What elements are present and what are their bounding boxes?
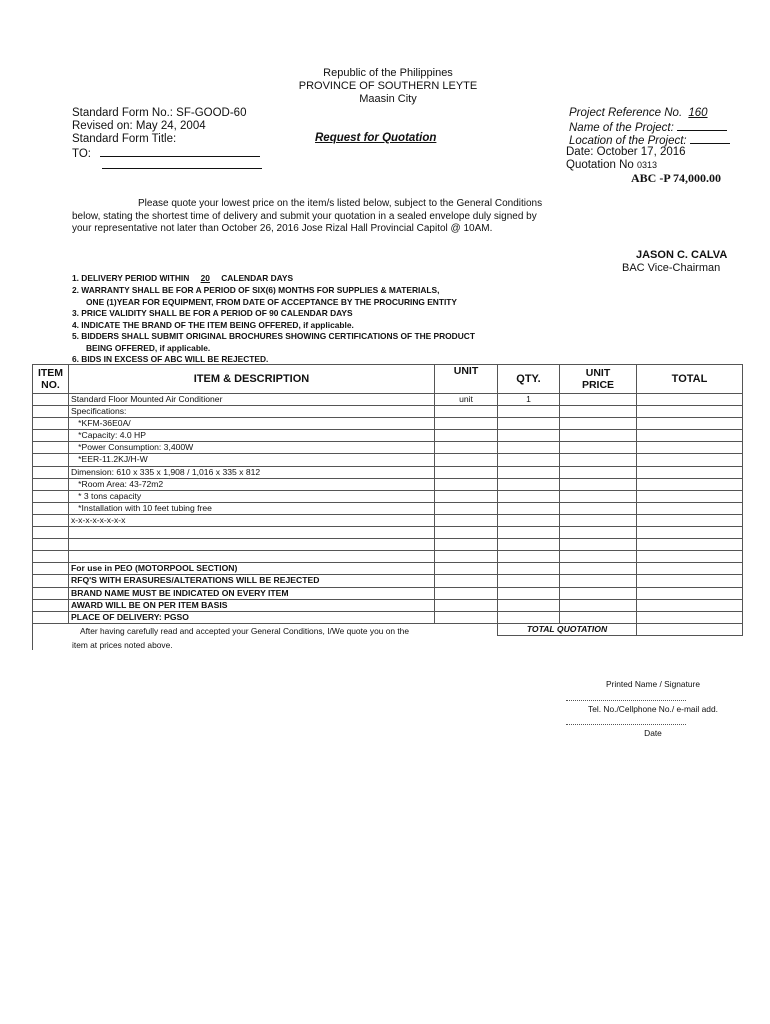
row-description: Standard Floor Mounted Air Conditioner <box>69 394 435 406</box>
row-unit <box>435 418 498 430</box>
to-line-2[interactable] <box>102 168 262 169</box>
form-title-label: Standard Form Title: <box>72 133 177 145</box>
row-unit <box>435 406 498 418</box>
row-total[interactable] <box>637 502 743 514</box>
project-location-line[interactable] <box>690 133 730 144</box>
condition-4: 4. INDICATE THE BRAND OF THE ITEM BEING OFFERED, if applicable. <box>72 320 354 330</box>
rfq-date: Date: October 17, 2016 <box>566 146 686 158</box>
row-unit-price[interactable] <box>560 430 637 442</box>
condition-1 <box>72 273 293 285</box>
row-unit-price[interactable] <box>560 502 637 514</box>
row-unit <box>435 514 498 526</box>
condition-5a: 5. BIDDERS SHALL SUBMIT ORIGINAL BROCHURES SHOWING CERTIFICATIONS OF THE PRODUCT <box>72 331 475 341</box>
row-item-no <box>33 454 69 466</box>
to-field <box>72 146 260 161</box>
table-row <box>33 490 743 502</box>
left-border-continuation <box>32 622 33 650</box>
row-qty <box>498 611 560 623</box>
row-description: For use in PEO (MOTORPOOL SECTION) <box>69 563 435 575</box>
row-qty <box>498 539 560 551</box>
row-description: RFQ'S WITH ERASURES/ALTERATIONS WILL BE REJECTED <box>69 575 435 587</box>
row-unit <box>435 430 498 442</box>
row-total[interactable] <box>637 599 743 611</box>
row-total[interactable] <box>637 611 743 623</box>
row-description: Specifications: <box>69 406 435 418</box>
row-unit-price[interactable] <box>560 418 637 430</box>
table-row <box>33 406 743 418</box>
row-total[interactable] <box>637 490 743 502</box>
row-item-no <box>33 478 69 490</box>
row-unit-price[interactable] <box>560 478 637 490</box>
row-item-no <box>33 466 69 478</box>
row-description: Dimension: 610 x 335 x 1,908 / 1,016 x 335 x 812 <box>69 466 435 478</box>
row-qty <box>498 406 560 418</box>
table-row <box>33 527 743 539</box>
header-republic: Republic of the Philippines <box>323 67 453 79</box>
row-unit <box>435 490 498 502</box>
table-row <box>33 454 743 466</box>
row-description: *Installation with 10 feet tubing free <box>69 502 435 514</box>
project-location-label: Location of the Project: <box>569 135 687 147</box>
row-item-no <box>33 430 69 442</box>
row-unit <box>435 575 498 587</box>
table-row <box>33 430 743 442</box>
table-row <box>33 575 743 587</box>
col-item-no: ITEM NO. <box>33 365 69 394</box>
table-row <box>33 611 743 623</box>
row-unit <box>435 478 498 490</box>
table-row <box>33 466 743 478</box>
to-line-1[interactable] <box>100 146 260 157</box>
row-item-no <box>33 587 69 599</box>
table-row <box>33 599 743 611</box>
row-description: AWARD WILL BE ON PER ITEM BASIS <box>69 599 435 611</box>
table-row <box>33 502 743 514</box>
row-unit-price[interactable] <box>560 454 637 466</box>
row-qty <box>498 466 560 478</box>
acceptance-line-2: item at prices noted above. <box>72 640 173 650</box>
row-description: x-x-x-x-x-x-x-x <box>69 514 435 526</box>
col-unit: UNIT <box>435 365 498 394</box>
row-total[interactable] <box>637 466 743 478</box>
row-unit <box>435 539 498 551</box>
quotation-table <box>32 364 743 636</box>
quotation-number-value: 0313 <box>636 160 657 170</box>
table-row <box>33 551 743 563</box>
condition-2b: ONE (1)YEAR FOR EQUIPMENT, FROM DATE OF ACCEPTANCE BY THE PROCURING ENTITY <box>86 297 457 307</box>
row-description: PLACE OF DELIVERY: PGSO <box>69 611 435 623</box>
row-unit-price[interactable] <box>560 599 637 611</box>
row-unit <box>435 466 498 478</box>
project-reference-label: Project Reference No. <box>569 107 683 119</box>
table-row <box>33 514 743 526</box>
row-unit <box>435 442 498 454</box>
row-qty <box>498 418 560 430</box>
acceptance-line-1: After having carefully read and accepted your General Conditions, I/We quote you on the <box>80 626 409 636</box>
row-unit <box>435 587 498 599</box>
condition-1-post: CALENDAR DAYS <box>221 273 294 283</box>
col-total: TOTAL <box>637 365 743 394</box>
row-unit-price[interactable] <box>560 394 637 406</box>
header-province: PROVINCE OF SOUTHERN LEYTE <box>298 80 478 92</box>
quotation-number-label: Quotation No <box>566 159 634 171</box>
project-name-line[interactable] <box>677 120 727 131</box>
row-item-no <box>33 442 69 454</box>
row-qty <box>498 551 560 563</box>
intro-paragraph: Please quote your lowest price on the item/s listed below, subject to the General Conditions below, stating the shortest time of delivery and submit your quotation in a sealed envelope duly signed by your representative not later than October 26, 2016 Jose Rizal Hall Provincial Capitol @ 10AM. <box>72 198 543 234</box>
row-qty <box>498 527 560 539</box>
contact-label: Tel. No./Cellphone No./ e-mail add. <box>588 704 718 714</box>
condition-2a: 2. WARRANTY SHALL BE FOR A PERIOD OF SIX(6) MONTHS FOR SUPPLIES & MATERIALS, <box>72 285 440 295</box>
row-unit <box>435 527 498 539</box>
row-unit: unit <box>435 394 498 406</box>
row-qty <box>498 514 560 526</box>
row-description: *KFM-36E0A/ <box>69 418 435 430</box>
row-qty <box>498 599 560 611</box>
condition-1-days: 20 <box>200 273 210 283</box>
row-unit <box>435 551 498 563</box>
project-reference <box>569 107 708 120</box>
row-unit-price[interactable] <box>560 514 637 526</box>
row-unit-price[interactable] <box>560 563 637 575</box>
condition-3: 3. PRICE VALIDITY SHALL BE FOR A PERIOD OF 90 CALENDAR DAYS <box>72 308 353 318</box>
row-item-no <box>33 490 69 502</box>
row-qty <box>498 454 560 466</box>
row-unit-price[interactable] <box>560 466 637 478</box>
row-item-no <box>33 539 69 551</box>
row-total[interactable] <box>637 478 743 490</box>
row-unit-price[interactable] <box>560 442 637 454</box>
col-description: ITEM & DESCRIPTION <box>69 365 435 394</box>
row-item-no <box>33 551 69 563</box>
row-item-no <box>33 611 69 623</box>
row-total[interactable] <box>637 406 743 418</box>
date-line[interactable] <box>566 724 686 725</box>
row-qty <box>498 478 560 490</box>
row-unit <box>435 599 498 611</box>
table-row <box>33 539 743 551</box>
row-description: *Power Consumption: 3,400W <box>69 442 435 454</box>
row-description: *Capacity: 4.0 HP <box>69 430 435 442</box>
col-unit-price: UNIT PRICE <box>560 365 637 394</box>
date-label: Date <box>644 728 662 738</box>
condition-5b: BEING OFFERED, if applicable. <box>86 343 211 353</box>
abc-amount: ABC -P 74,000.00 <box>631 171 721 185</box>
table-row <box>33 418 743 430</box>
row-qty <box>498 490 560 502</box>
row-total[interactable] <box>637 575 743 587</box>
row-qty <box>498 442 560 454</box>
row-item-no <box>33 527 69 539</box>
form-title: Request for Quotation <box>315 132 437 144</box>
row-item-no <box>33 418 69 430</box>
row-qty <box>498 587 560 599</box>
row-description: * 3 tons capacity <box>69 490 435 502</box>
row-total[interactable] <box>637 514 743 526</box>
row-unit <box>435 454 498 466</box>
row-unit <box>435 563 498 575</box>
row-unit-price[interactable] <box>560 587 637 599</box>
project-name-label: Name of the Project: <box>569 122 674 134</box>
row-total[interactable] <box>637 418 743 430</box>
row-total[interactable] <box>637 454 743 466</box>
row-qty <box>498 563 560 575</box>
contact-line[interactable] <box>566 700 686 701</box>
table-row <box>33 442 743 454</box>
row-total[interactable] <box>637 563 743 575</box>
row-item-no <box>33 599 69 611</box>
row-description <box>69 527 435 539</box>
form-number: Standard Form No.: SF-GOOD-60 <box>72 107 247 119</box>
table-row <box>33 587 743 599</box>
row-unit-price[interactable] <box>560 611 637 623</box>
row-unit <box>435 502 498 514</box>
row-unit-price[interactable] <box>560 551 637 563</box>
row-item-no <box>33 563 69 575</box>
row-total[interactable] <box>637 430 743 442</box>
condition-1-pre: 1. DELIVERY PERIOD WITHIN <box>72 273 190 283</box>
row-item-no <box>33 502 69 514</box>
row-description <box>69 551 435 563</box>
row-qty <box>498 430 560 442</box>
row-item-no <box>33 514 69 526</box>
row-total[interactable] <box>637 394 743 406</box>
row-description: *EER-11.2KJ/H-W <box>69 454 435 466</box>
signatory-title: BAC Vice-Chairman <box>622 262 721 274</box>
row-unit-price[interactable] <box>560 406 637 418</box>
row-description <box>69 539 435 551</box>
row-unit-price[interactable] <box>560 490 637 502</box>
table-row <box>33 563 743 575</box>
row-unit-price[interactable] <box>560 527 637 539</box>
row-description: BRAND NAME MUST BE INDICATED ON EVERY ITEM <box>69 587 435 599</box>
total-quotation-label: TOTAL QUOTATION <box>498 623 637 635</box>
row-unit <box>435 611 498 623</box>
row-total[interactable] <box>637 587 743 599</box>
header-city: Maasin City <box>359 93 417 105</box>
revised-on: Revised on: May 24, 2004 <box>72 120 206 132</box>
total-quotation-value[interactable] <box>637 623 743 635</box>
signatory-name: JASON C. CALVA <box>636 249 728 261</box>
row-total[interactable] <box>637 551 743 563</box>
project-reference-value: 160 <box>688 107 708 119</box>
row-qty <box>498 502 560 514</box>
condition-6: 6. BIDS IN EXCESS OF ABC WILL BE REJECTED. <box>72 354 269 364</box>
row-qty <box>498 575 560 587</box>
row-unit-price[interactable] <box>560 575 637 587</box>
row-total[interactable] <box>637 539 743 551</box>
table-header-row <box>33 365 743 394</box>
row-description: *Room Area: 43-72m2 <box>69 478 435 490</box>
row-item-no <box>33 406 69 418</box>
row-unit-price[interactable] <box>560 539 637 551</box>
row-item-no <box>33 575 69 587</box>
row-qty: 1 <box>498 394 560 406</box>
row-total[interactable] <box>637 442 743 454</box>
to-label: TO: <box>72 148 91 160</box>
printed-name-label: Printed Name / Signature <box>605 679 701 689</box>
row-item-no <box>33 394 69 406</box>
table-row <box>33 394 743 406</box>
col-qty: QTY. <box>498 365 560 394</box>
row-total[interactable] <box>637 527 743 539</box>
table-row <box>33 478 743 490</box>
